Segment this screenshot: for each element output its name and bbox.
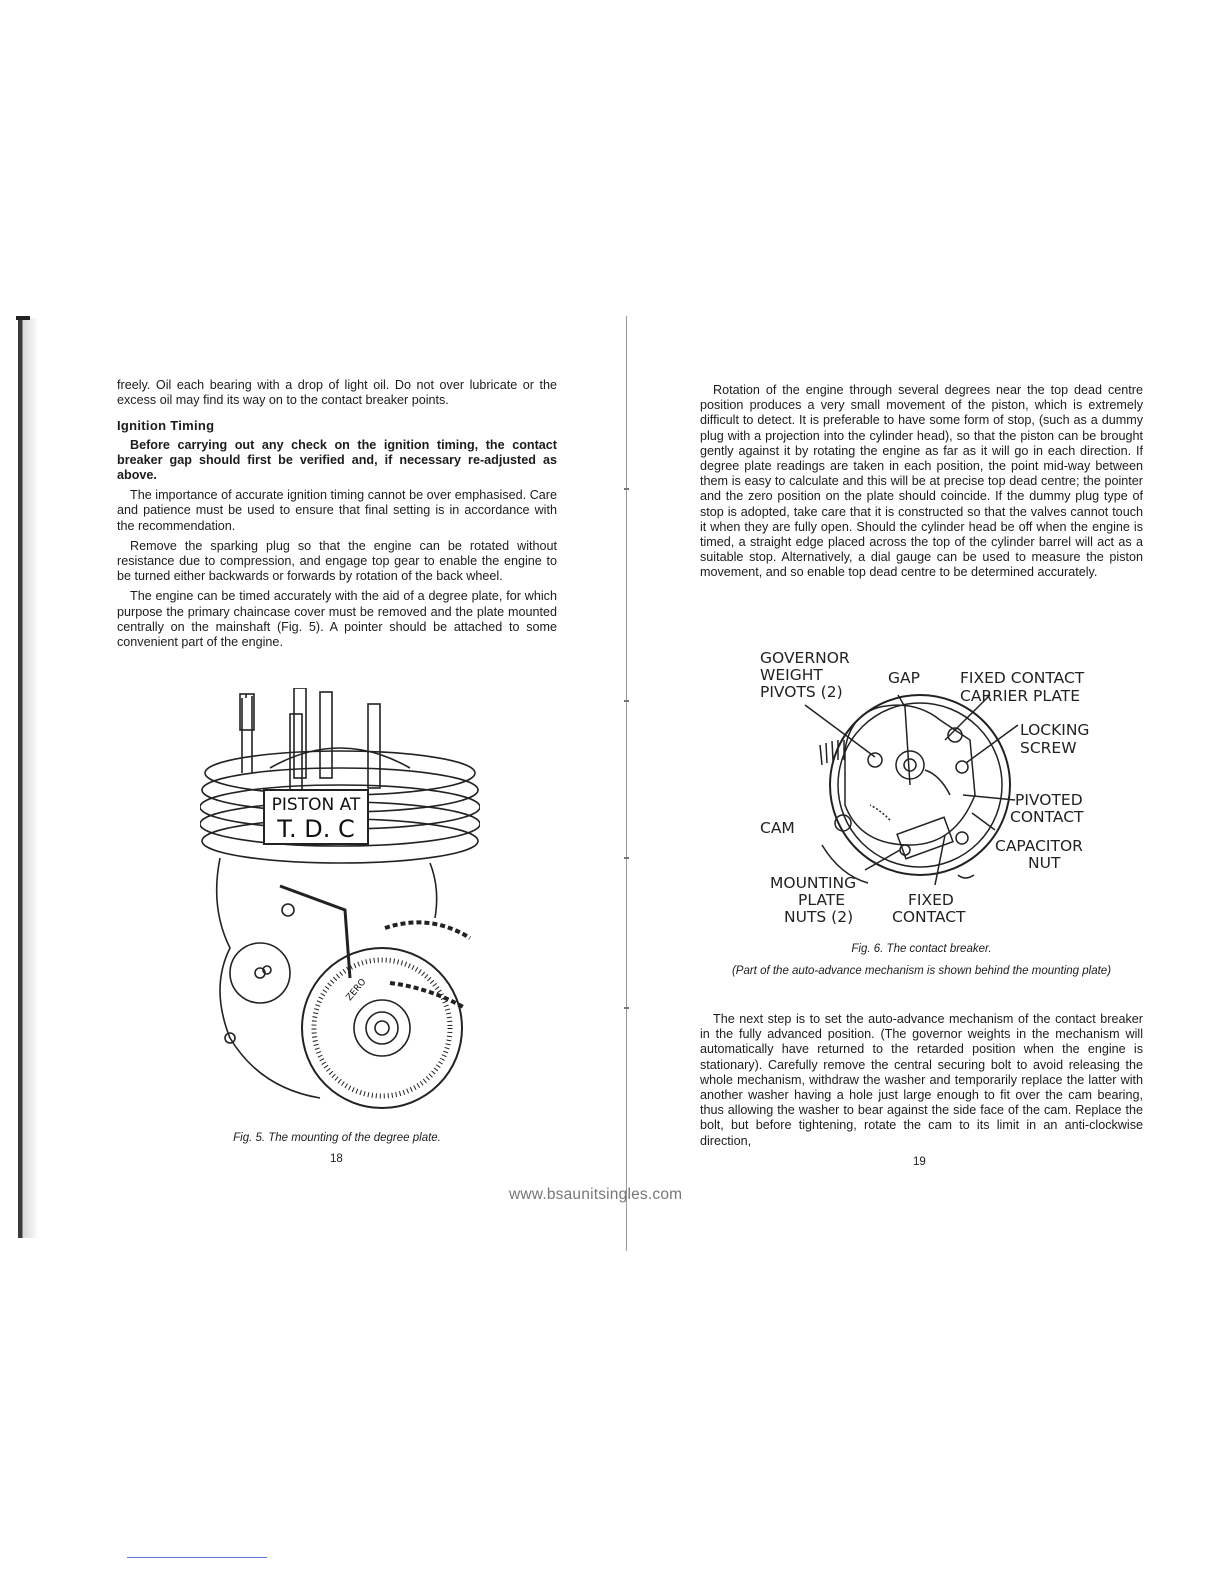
label-gap: GAP [888,669,920,687]
paragraph: freely. Oil each bearing with a drop of light oil. Do not over lubricate or the excess oil may find its way on to the contact breaker points. [117,378,557,408]
paragraph: Remove the sparking plug so that the engine can be rotated without resistance due to compression, and engage top gear to enable the engine to be turned either backwards or forwards by rotation of the back wheel. [117,538,557,584]
label-governor-2: WEIGHT [760,666,823,684]
spine-mark [16,316,30,320]
book-spine-edge [18,318,38,1238]
label-pivoted-2: CONTACT [1010,808,1084,826]
page-number-right: 19 [913,1156,926,1168]
label-mounting-3: NUTS (2) [784,908,854,926]
bold-paragraph: Before carrying out any check on the ignition timing, the contact breaker gap should first be verified and, if necessary re-adjusted as above. [117,437,557,483]
label-cam: CAM [760,819,795,837]
section-heading: Ignition Timing [117,418,215,434]
fold-mark [624,857,629,859]
label-capacitor-2: NUT [1028,854,1061,872]
fold-mark [624,488,629,490]
label-locking-2: SCREW [1020,739,1077,757]
page-number-left: 18 [330,1153,343,1165]
figure-6-caption: Fig. 6. The contact breaker. [851,943,992,955]
right-page-text-bottom [700,1012,1143,1154]
paragraph: The importance of accurate ignition timing cannot be over emphasised. Care and patience must be used to ensure that final setting is in accordance with the recommendation. [117,488,557,533]
degree-plate-figure [200,688,480,1128]
label-locking-1: LOCKING [1020,721,1090,739]
dial-zero-label: ZERO [344,977,369,1003]
figure-5-caption: Fig. 5. The mounting of the degree plate. [233,1132,441,1144]
label-mounting-2: PLATE [798,891,845,909]
page-fold [626,316,627,1251]
right-page-text-top [700,383,1143,586]
paragraph: The engine can be timed accurately with the aid of a degree plate, for which purpose the primary chaincase cover must be removed and the plate mounted centrally on the mainshaft (Fig. 5). A pointer should be attached to some convenient part of the engine. [117,589,557,650]
paragraph: The next step is to set the auto-advance mechanism of the contact breaker in the fully advanced position. (The governor weights in the mechanism will automatically have returned to the retarded position when the engine is stationary). Carefully remove the central securing bolt to avoid releasing the whole mechanism, withdraw the washer and temporarily replace the latter with another washer having a hole just large enough to fit over the cam bearing, thus allowing the washer to bear against the side face of the cam. Replace the bolt, but before tightening, rotate the cam to its limit in an anti-clockwise direction, [700,1012,1143,1148]
label-capacitor-1: CAPACITOR [995,837,1083,855]
label-fixed-contact-2: CONTACT [892,908,966,926]
blue-rule [127,1557,267,1558]
label-pivoted-1: PIVOTED [1015,791,1083,809]
sign-line-2: T. D. C [277,815,355,843]
label-fixed-carrier-1: FIXED CONTACT [960,669,1085,687]
contact-breaker-figure [750,645,1100,930]
fold-mark [624,700,629,702]
watermark-url: www.bsaunitsingles.com [509,1186,683,1203]
paragraph: Rotation of the engine through several degrees near the top dead centre position produces a very small movement of the piston, which is extremely difficult to detect. It is preferable to have some form of stop, (such as a dummy plug with a projection into the cylinder head), so that the piston can be brought gently against it by rotating the engine as far as it will go in each direction. If degree plate readings are taken in each position, the point mid-way between them is easy to calculate and this will be at precise top dead centre; the pointer and the zero position on the plate should coincide. If the dummy plug type of stop is adopted, take care that it is constructed so that the valves cannot touch it when they are fully open. Should the cylinder head be off when the engine is timed, a straight edge placed across the top of the cylinder barrel will act as a suitable stop. Alternatively, a dial gauge can be used to measure the piston movement, and so enable top dead centre to be determined accurately. [700,383,1143,580]
label-governor-3: PIVOTS (2) [760,683,843,701]
label-governor-1: GOVERNOR [760,649,850,667]
fold-mark [624,1007,629,1009]
label-fixed-carrier-2: CARRIER PLATE [960,687,1081,705]
left-page-text [117,378,557,655]
label-fixed-contact-1: FIXED [908,891,954,909]
sign-line-1: PISTON AT [271,795,361,815]
figure-6-subcaption: (Part of the auto-advance mechanism is shown behind the mounting plate) [731,965,1112,977]
label-mounting-1: MOUNTING [770,874,857,892]
